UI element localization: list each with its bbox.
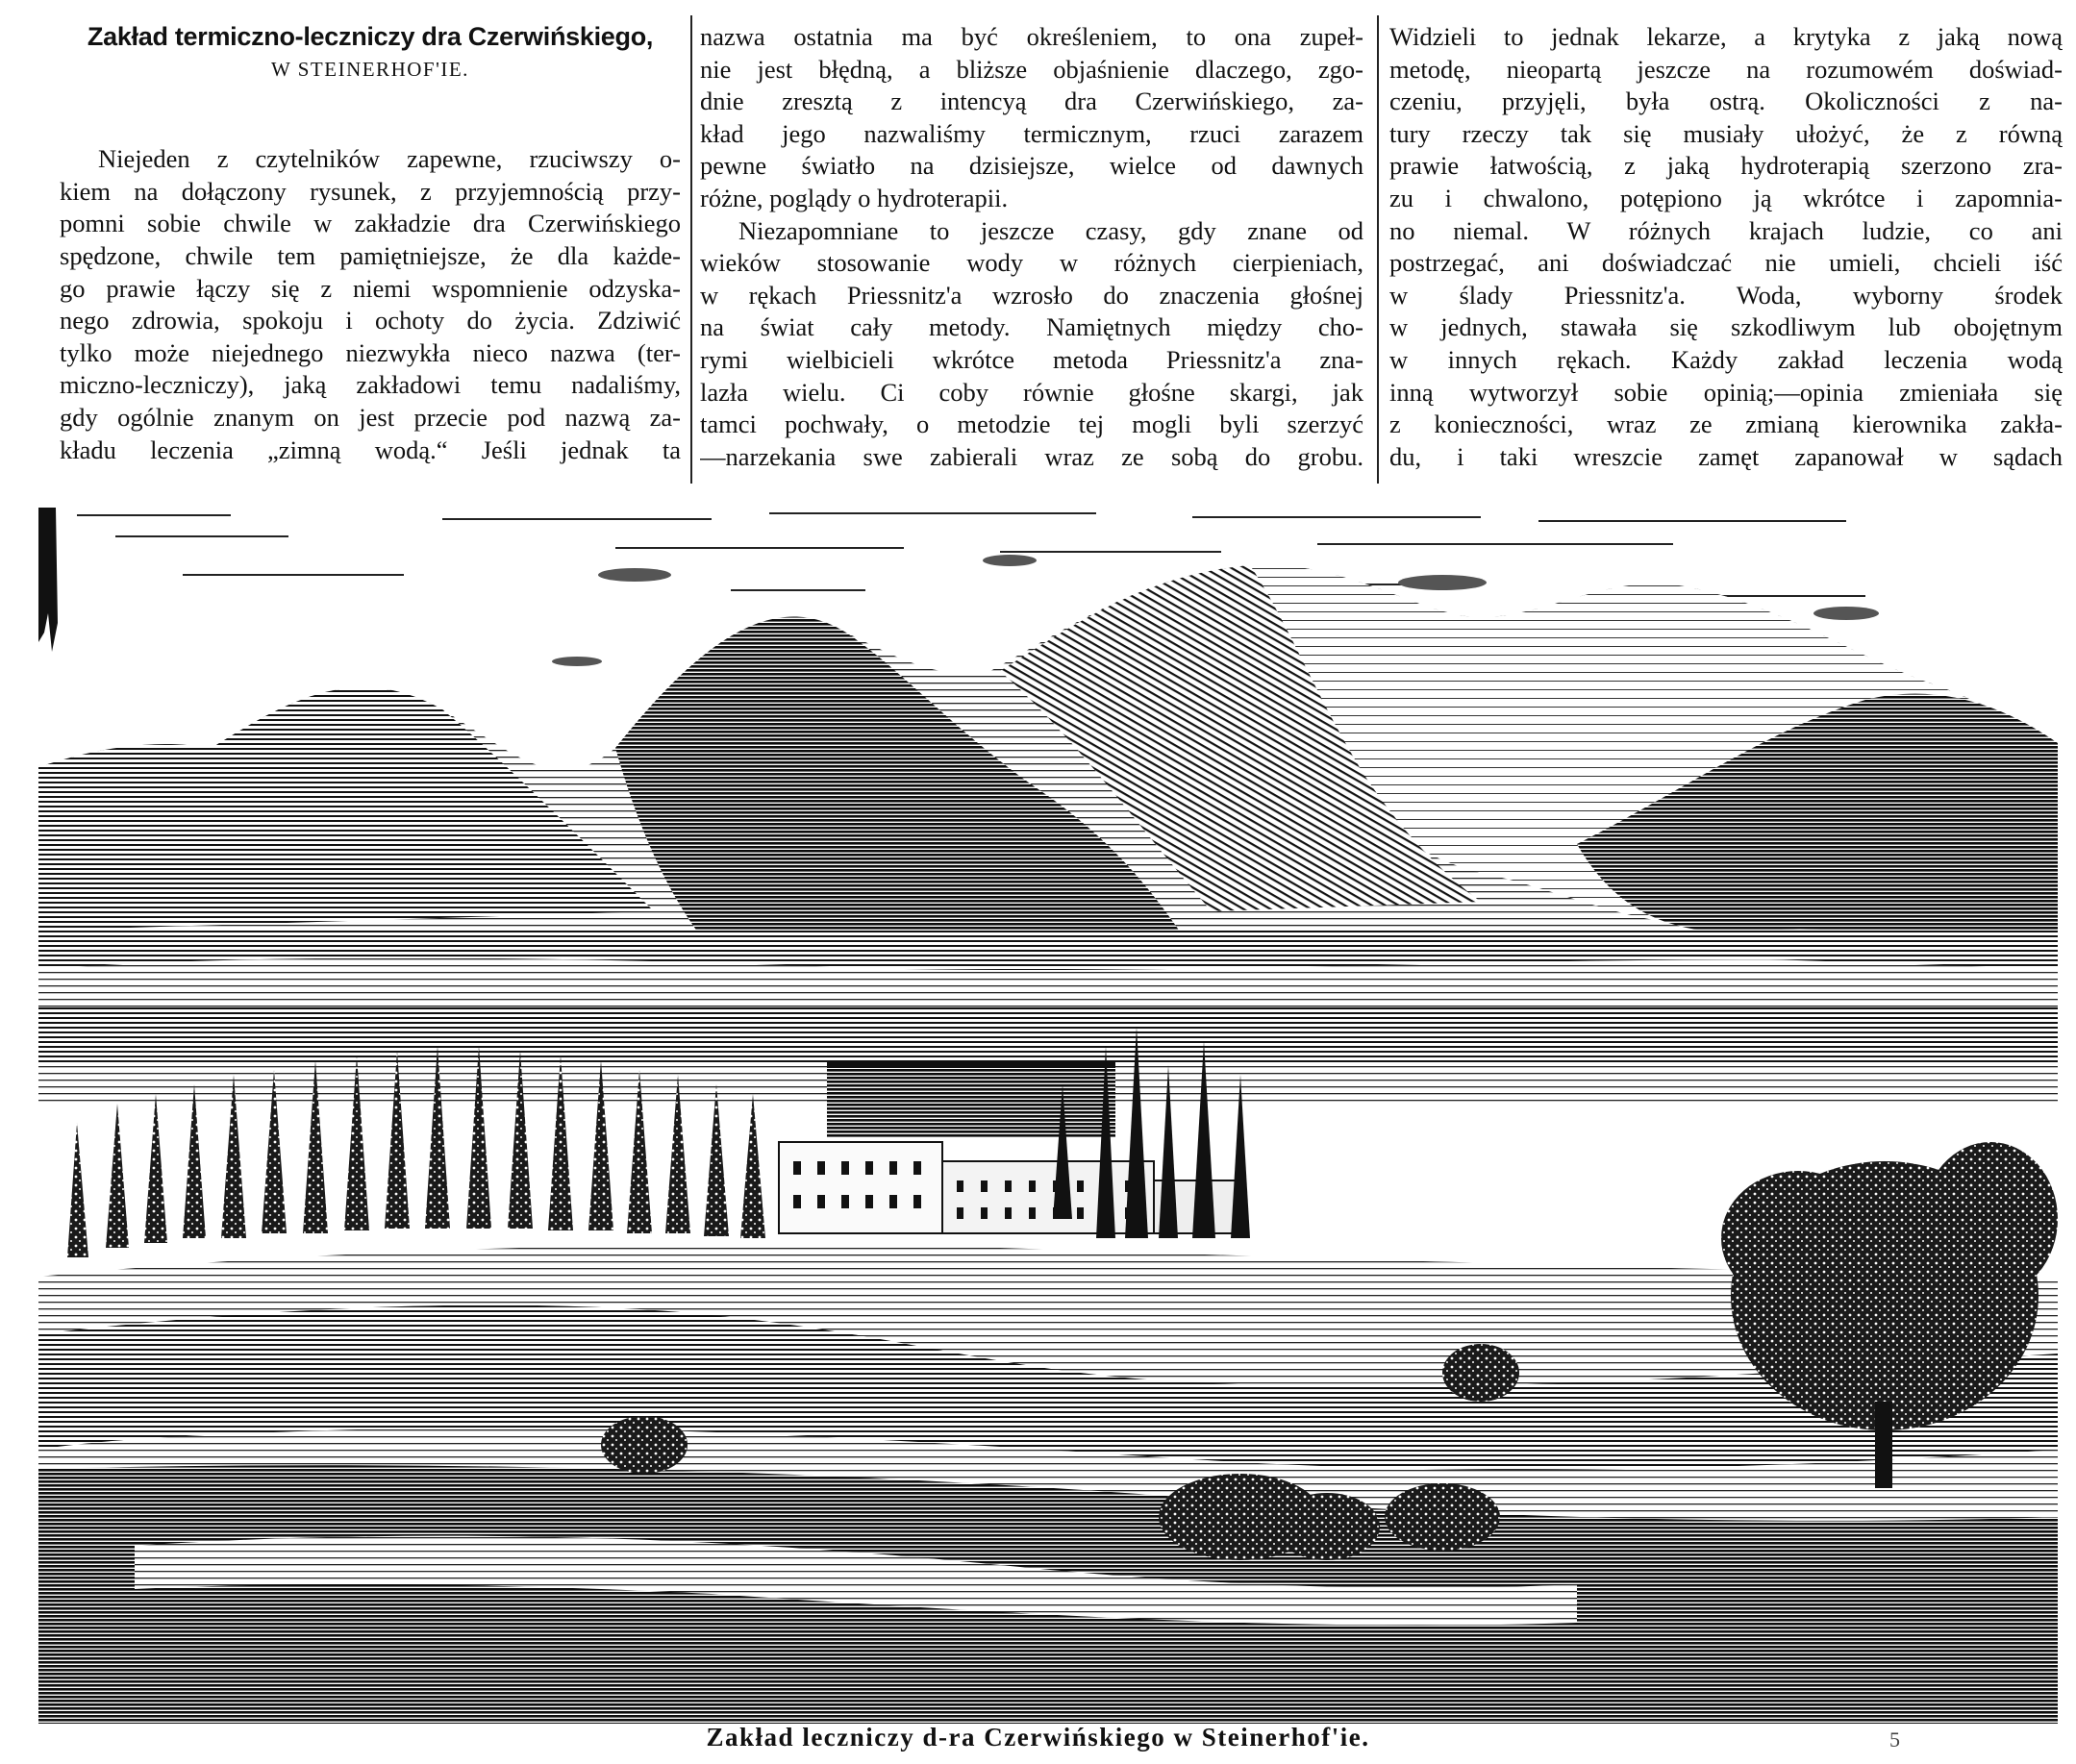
text-line: spędzone, chwile tem pamiętniejsze, że dla każde- — [60, 240, 681, 270]
text-line: pomni sobie chwile w zakładzie dra Czerwińskiego — [60, 209, 681, 238]
text-line: postrzegać, ani doświadczać nie umieli, chcieli iść — [1389, 248, 2063, 278]
text-line: w jednych, stawała się szkodliwym lub obojętnym — [1389, 312, 2063, 342]
text-line: tamci pochwały, o metodzie tej mogli byli szerzyć — [700, 410, 1363, 439]
engraving-illustration — [38, 508, 2058, 1724]
text-line: du, i taki wreszcie zamęt zapanował w sądach — [1389, 441, 2063, 471]
text-line: pewne światło na dzisiejsze, wielce od dawnych — [700, 151, 1363, 181]
column-divider — [1377, 15, 1379, 484]
valley — [38, 931, 2058, 1065]
text-line: lazła wielu. Ci coby równie głośne skargi, jak — [700, 377, 1363, 407]
text-line: gdy ogólnie znanym on jest przecie pod nazwą za- — [60, 402, 681, 432]
column-divider — [690, 15, 692, 484]
text-line: Widzieli to jednak lekarze, a krytyka z jaką nową — [1389, 22, 2063, 51]
text-line: rymi wielbicieli wkrótce metoda Priessnitz'a zna- — [700, 344, 1363, 374]
text-line: z konieczności, wraz ze zmianą kierownika zakła- — [1389, 410, 2063, 439]
text-line: tylko może niejednego niezwykła nieco nazwa (ter- — [60, 337, 681, 367]
text-line: kład jego nazwaliśmy termicznym, rzuci zarazem — [700, 118, 1363, 148]
article-column-1 — [60, 21, 681, 466]
text-line: inną wytworzył sobie opinią;—opinia zmieniała się — [1389, 377, 2063, 407]
text-line: kładu leczenia „zimną wodą.“ Jeśli jednak ta — [60, 435, 681, 464]
article-title: Zakład termiczno-leczniczy dra Czerwińskiego, — [87, 22, 654, 51]
text-line: na świat cały metody. Namiętnych między cho- — [700, 312, 1363, 342]
text-line: go prawie łączy się z niemi wspomnienie odzyska- — [60, 273, 681, 303]
article-subtitle: W STEINERHOF'IE. — [271, 57, 469, 81]
text-line: kiem na dołączony rysunek, z przyjemnością przy- — [60, 176, 681, 206]
text-line: Niejeden z czytelników zapewne, rzuciwszy o- — [98, 144, 681, 174]
text-line: w innych rękach. Każdy zakład leczenia wodą — [1389, 344, 2063, 374]
article-column-2 — [700, 21, 1363, 473]
text-line: w rękach Priessnitz'a wzrosło do znaczenia głośnej — [700, 280, 1363, 310]
text-line: no niemal. W różnych krajach ludzie, co ani — [1389, 215, 2063, 245]
text-line: Niezapomniane to jeszcze czasy, gdy znane od — [738, 215, 1363, 245]
text-line: prawie łatwością, z jaką hydroterapią szerzono zra- — [1389, 151, 2063, 181]
page-mark: 5 — [1889, 1727, 1900, 1752]
text-line: metodę, nieopartą jeszcze na rozumowém doświad- — [1389, 54, 2063, 84]
text-line: nie jest błędną, a bliższe objaśnienie dlaczego, zgo- — [700, 54, 1363, 84]
text-line: wieków stosowanie wody w różnych cierpieniach, — [700, 248, 1363, 278]
text-line: dnie zresztą z intencyą dra Czerwińskiego, za- — [700, 87, 1363, 116]
column-3-text — [1389, 21, 2063, 473]
text-line: czeniu, przyjęli, była ostrą. Okoliczności z na- — [1389, 87, 2063, 116]
text-line: zu i chwalono, potępiono ją wkrótce i zapomnia- — [1389, 183, 2063, 212]
text-line: —narzekania swe zabierali wraz ze sobą do grobu. — [700, 441, 1363, 471]
text-line: miczno-leczniczy), jaką zakładowi temu nadaliśmy, — [60, 370, 681, 400]
text-line: w ślady Priessnitz'a. Woda, wyborny środek — [1389, 280, 2063, 310]
illustration-caption: Zakład leczniczy d-ra Czerwińskiego w Steinerhof'ie. — [706, 1723, 1370, 1752]
text-line: tury rzeczy tak się musiały ułożyć, że z równą — [1389, 118, 2063, 148]
text-line: nazwa ostatnia ma być określeniem, to ona zupeł- — [700, 22, 1363, 51]
text-line: nego zdrowia, spokoju i ochoty do życia. Zdziwić — [60, 306, 681, 335]
column-1-text — [60, 143, 681, 466]
text-line: różne, poglądy o hydroterapii. — [700, 183, 1009, 212]
column-2-text — [700, 21, 1363, 473]
article-column-3 — [1389, 21, 2063, 473]
